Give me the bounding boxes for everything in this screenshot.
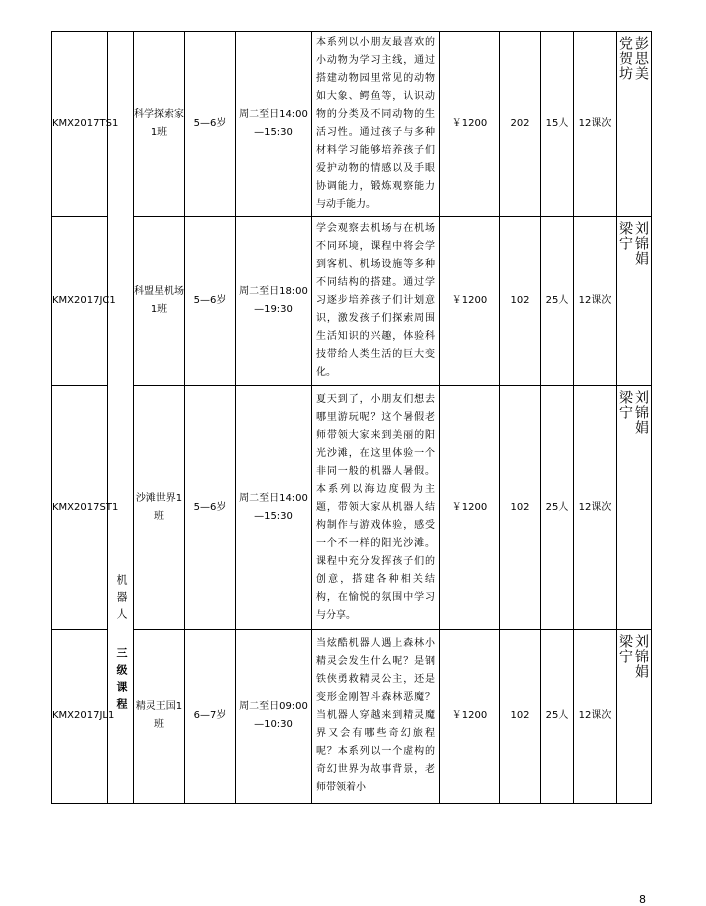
- course-room: 202: [500, 32, 541, 217]
- teacher-name: 梁宁: [617, 633, 633, 664]
- course-time: 周二至日14:00—15:30: [236, 32, 312, 217]
- course-schedule-table: [51, 31, 652, 804]
- course-teachers: [617, 386, 652, 629]
- course-time: 周二至日18:00 —19:30: [236, 217, 312, 386]
- course-teachers: [617, 32, 652, 217]
- course-code: KMX2017JL1: [52, 629, 108, 803]
- teacher-name: 刘锦娟: [633, 221, 649, 267]
- course-code: KMX2017JC1: [52, 217, 108, 386]
- course-room: 102: [500, 629, 541, 803]
- course-teachers: [617, 217, 652, 386]
- course-age: 5—6岁: [185, 217, 236, 386]
- category-level: 三级课程: [115, 647, 128, 715]
- course-price: ￥1200: [440, 386, 500, 629]
- table-row: [52, 217, 652, 386]
- course-name: 精灵王国1班: [134, 629, 185, 803]
- teacher-name: 彭思美: [633, 36, 649, 81]
- course-description: 当炫酷机器人遇上森林小精灵会发生什么呢？是钢铁侠勇救精灵公主，还是变形金刚智斗森林恶魔？当机器人穿越来到精灵魔界又会有哪些奇幻旅程呢？本系列以一个虚构的奇幻世界为故事背景，老师带领着小: [312, 629, 440, 803]
- course-sessions: 12课次: [574, 629, 617, 803]
- table-row: [52, 629, 652, 803]
- category-label: 机器人: [115, 574, 128, 625]
- course-room: 102: [500, 217, 541, 386]
- course-capacity: 25人: [541, 629, 574, 803]
- teacher-name: 刘锦娟: [633, 390, 649, 436]
- course-sessions: 12课次: [574, 217, 617, 386]
- teacher-name: 梁宁: [617, 390, 633, 421]
- teacher-name: 梁宁: [617, 221, 633, 252]
- course-capacity: 25人: [541, 386, 574, 629]
- teacher-name: 党贺坊: [617, 36, 633, 81]
- course-name: 科学探索家1班: [134, 32, 185, 217]
- table-row: [52, 386, 652, 629]
- course-code: KMX2017ST1: [52, 386, 108, 629]
- course-sessions: 12课次: [574, 32, 617, 217]
- course-description: 本系列以小朋友最喜欢的小动物为学习主线，通过搭建动物园里常见的动物如大象、鳄鱼等，认识动物的分类及不同动物的生活习性。通过孩子与多种材料学习能够培养孩子们爱护动物的情感以及手眼协调能力，锻炼观察能力与动手能力。: [312, 32, 440, 217]
- course-price: ￥1200: [440, 32, 500, 217]
- course-price: ￥1200: [440, 629, 500, 803]
- course-room: 102: [500, 386, 541, 629]
- course-name: 科盟星机场1班: [134, 217, 185, 386]
- table-row: [52, 32, 652, 217]
- course-age: 6—7岁: [185, 629, 236, 803]
- course-capacity: 25人: [541, 217, 574, 386]
- course-description: 学会观察去机场与在机场不同环境，课程中将会学到客机、机场设施等多种不同结构的搭建。通过学习逐步培养孩子们计划意识，激发孩子们探索周围生活知识的兴趣，体验科技带给人类生活的巨大变化。: [312, 217, 440, 386]
- course-code: KMX2017TS1: [52, 32, 108, 217]
- course-sessions: 12课次: [574, 386, 617, 629]
- course-time: 周二至日09:00—10:30: [236, 629, 312, 803]
- course-teachers: [617, 629, 652, 803]
- course-time: 周二至日14:00—15:30: [236, 386, 312, 629]
- page-number: 8: [639, 893, 646, 906]
- course-category: [108, 32, 134, 804]
- teacher-name: 刘锦娟: [633, 633, 649, 679]
- course-price: ￥1200: [440, 217, 500, 386]
- course-description: 夏天到了，小朋友们想去哪里游玩呢？这个暑假老师带领大家来到美丽的阳光沙滩，在这里体验一个非同一般的机器人暑假。本系列以海边度假为主题，带领大家从机器人结构制作与游戏体验，感受一个不一样的阳光沙滩。课程中充分发挥孩子们的创意，搭建各种相关结构，在愉悦的氛围中学习与分享。: [312, 386, 440, 629]
- course-capacity: 15人: [541, 32, 574, 217]
- course-age: 5—6岁: [185, 386, 236, 629]
- course-age: 5—6岁: [185, 32, 236, 217]
- course-name: 沙滩世界1班: [134, 386, 185, 629]
